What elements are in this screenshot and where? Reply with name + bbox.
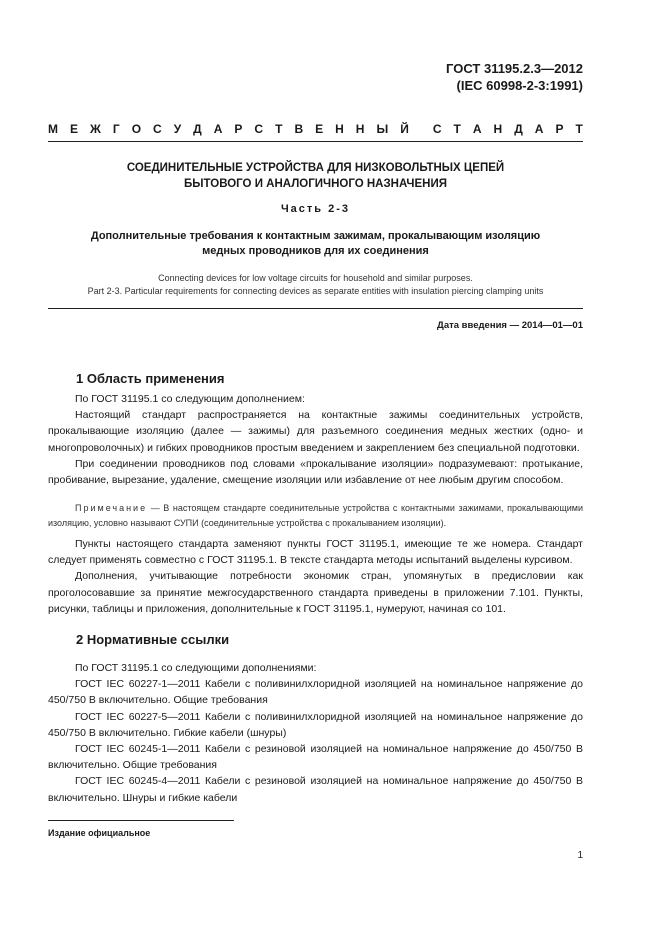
interstate-letter: Р [555, 122, 564, 136]
interstate-letter: Е [315, 122, 324, 136]
interstate-letter: Н [335, 122, 344, 136]
section-1-paragraph: Дополнения, учитывающие потребности экономик стран, упомянутых в предисловии как проголосовавшие за принятие межгосударственного стандарта приведены в приложении 7.101. Пункты, рисунки, таблицы и приложения, дополнительные к ГОСТ 31195.1, нумеруют, начиная со 101. [48, 570, 583, 615]
interstate-letter: Ы [376, 122, 389, 136]
official-edition-label: Издание официальное [48, 828, 151, 838]
interstate-letter: С [153, 122, 162, 136]
section-1-heading: 1 Область применения [76, 371, 225, 386]
interstate-letter: Й [400, 122, 409, 136]
note-label: Примечание [75, 503, 148, 513]
introduction-date: Дата введения — 2014—01—01 [437, 320, 583, 331]
interstate-letter: Т [453, 122, 461, 136]
interstate-letter: Г [112, 122, 120, 136]
middle-rule [48, 308, 583, 309]
reference-item: ГОСТ IEC 60245-1—2011 Кабели с резиновой изоляцией на номинальное напряжение до 450/750 В включительно. Общие требования [48, 743, 583, 772]
title-line-1: СОЕДИНИТЕЛЬНЫЕ УСТРОЙСТВА ДЛЯ НИЗКОВОЛЬТНЫХ ЦЕПЕЙ [126, 162, 505, 174]
section-2-paragraph: По ГОСТ 31195.1 со следующими дополнениями: [75, 662, 317, 674]
section-2-body [48, 660, 583, 806]
section-1-body [48, 391, 583, 488]
standard-number: ГОСТ 31195.2.3—2012 [446, 61, 583, 76]
interstate-letter: В [294, 122, 304, 136]
interstate-letter: Д [193, 122, 202, 136]
interstate-letter: Т [575, 122, 583, 136]
section-1-paragraph: При соединении проводников под словами «прокалывание изоляции» подразумевают: протыкание, пробивание, вырезание, удаление, смещение изоляции или избавление от нее любым другим способом. [48, 457, 583, 487]
english-title-line-2: Part 2-3. Particular requirements for connecting devices as separate entities with insulation piercing clamping units [87, 286, 544, 296]
standard-number-block [446, 60, 583, 94]
interstate-letter: А [472, 122, 482, 136]
english-title [48, 272, 583, 298]
interstate-letter: Н [355, 122, 365, 136]
interstate-letter: О [131, 122, 142, 136]
section-1-paragraph: Пункты настоящего стандарта заменяют пункты ГОСТ 31195.1, имеющие те же номера. Стандарт следует применять совместно с ГОСТ 31195.1. В тексте стандарта методы испытаний выделены курсивом. [48, 538, 583, 567]
interstate-letter: А [213, 122, 223, 136]
section-1-paragraph: По ГОСТ 31195.1 со следующим дополнением: [75, 393, 305, 405]
english-title-line-1: Connecting devices for low voltage circuits for household and similar purposes. [158, 273, 473, 283]
document-title [48, 160, 583, 192]
reference-item: ГОСТ IEC 60245-4—2011 Кабели с резиновой изоляцией на номинальное напряжение до 450/750 В включительно. Шнуры и гибкие кабели [48, 775, 583, 804]
note-text: — В настоящем стандарте соединительные устройства с контактными зажимами, прокалывающими изоляцию, условно называют СУПИ (соединительные устройства с прокалыванием изоляции). [48, 503, 583, 528]
interstate-letter: Н [493, 122, 503, 136]
interstate-letter: У [173, 122, 182, 136]
part-label: Часть 2-3 [280, 203, 351, 215]
subtitle-line-1: Дополнительные требования к контактным зажимам, прокалывающим изоляцию [90, 230, 541, 242]
interstate-letter: С [432, 122, 442, 136]
page-number: 1 [577, 850, 583, 861]
interstate-letter: Ж [90, 122, 101, 136]
section-1-paragraph: Настоящий стандарт распространяется на контактные зажимы соединительных устройств, прокалывающие изоляцию (далее — зажимы) для разъемного соединения медных жестких (одно- и многопроволочных) и гибких проводников простым введением и закреплением без специальной подготовки. [48, 409, 583, 454]
interstate-letter: А [534, 122, 544, 136]
iec-number: (IEC 60998-2-3:1991) [456, 78, 583, 93]
footer-rule [48, 820, 234, 821]
interstate-letter: М [48, 122, 58, 136]
interstate-letter: Р [234, 122, 243, 136]
reference-item: ГОСТ IEC 60227-1—2011 Кабели с поливинилхлоридной изоляцией на номинальное напряжение до 450/750 В включительно. Общие требования [48, 678, 583, 707]
interstate-letter: С [254, 122, 264, 136]
subtitle-line-2: медных проводников для их соединения [202, 245, 429, 257]
document-subtitle [48, 229, 583, 259]
section-1-body-continued [48, 536, 583, 617]
interstate-letter: Е [70, 122, 79, 136]
top-rule [48, 141, 583, 142]
interstate-letter: Т [275, 122, 283, 136]
reference-item: ГОСТ IEC 60227-5—2011 Кабели с поливинилхлоридной изоляцией на номинальное напряжение до 450/750 В включительно. Гибкие кабели (шнуры) [48, 710, 583, 739]
section-2-heading: 2 Нормативные ссылки [76, 632, 230, 647]
interstate-letter: Д [514, 122, 523, 136]
title-line-2: БЫТОВОГО И АНАЛОГИЧНОГО НАЗНАЧЕНИЯ [184, 178, 447, 190]
interstate-standard-label [48, 122, 583, 136]
section-1-note [48, 501, 583, 530]
